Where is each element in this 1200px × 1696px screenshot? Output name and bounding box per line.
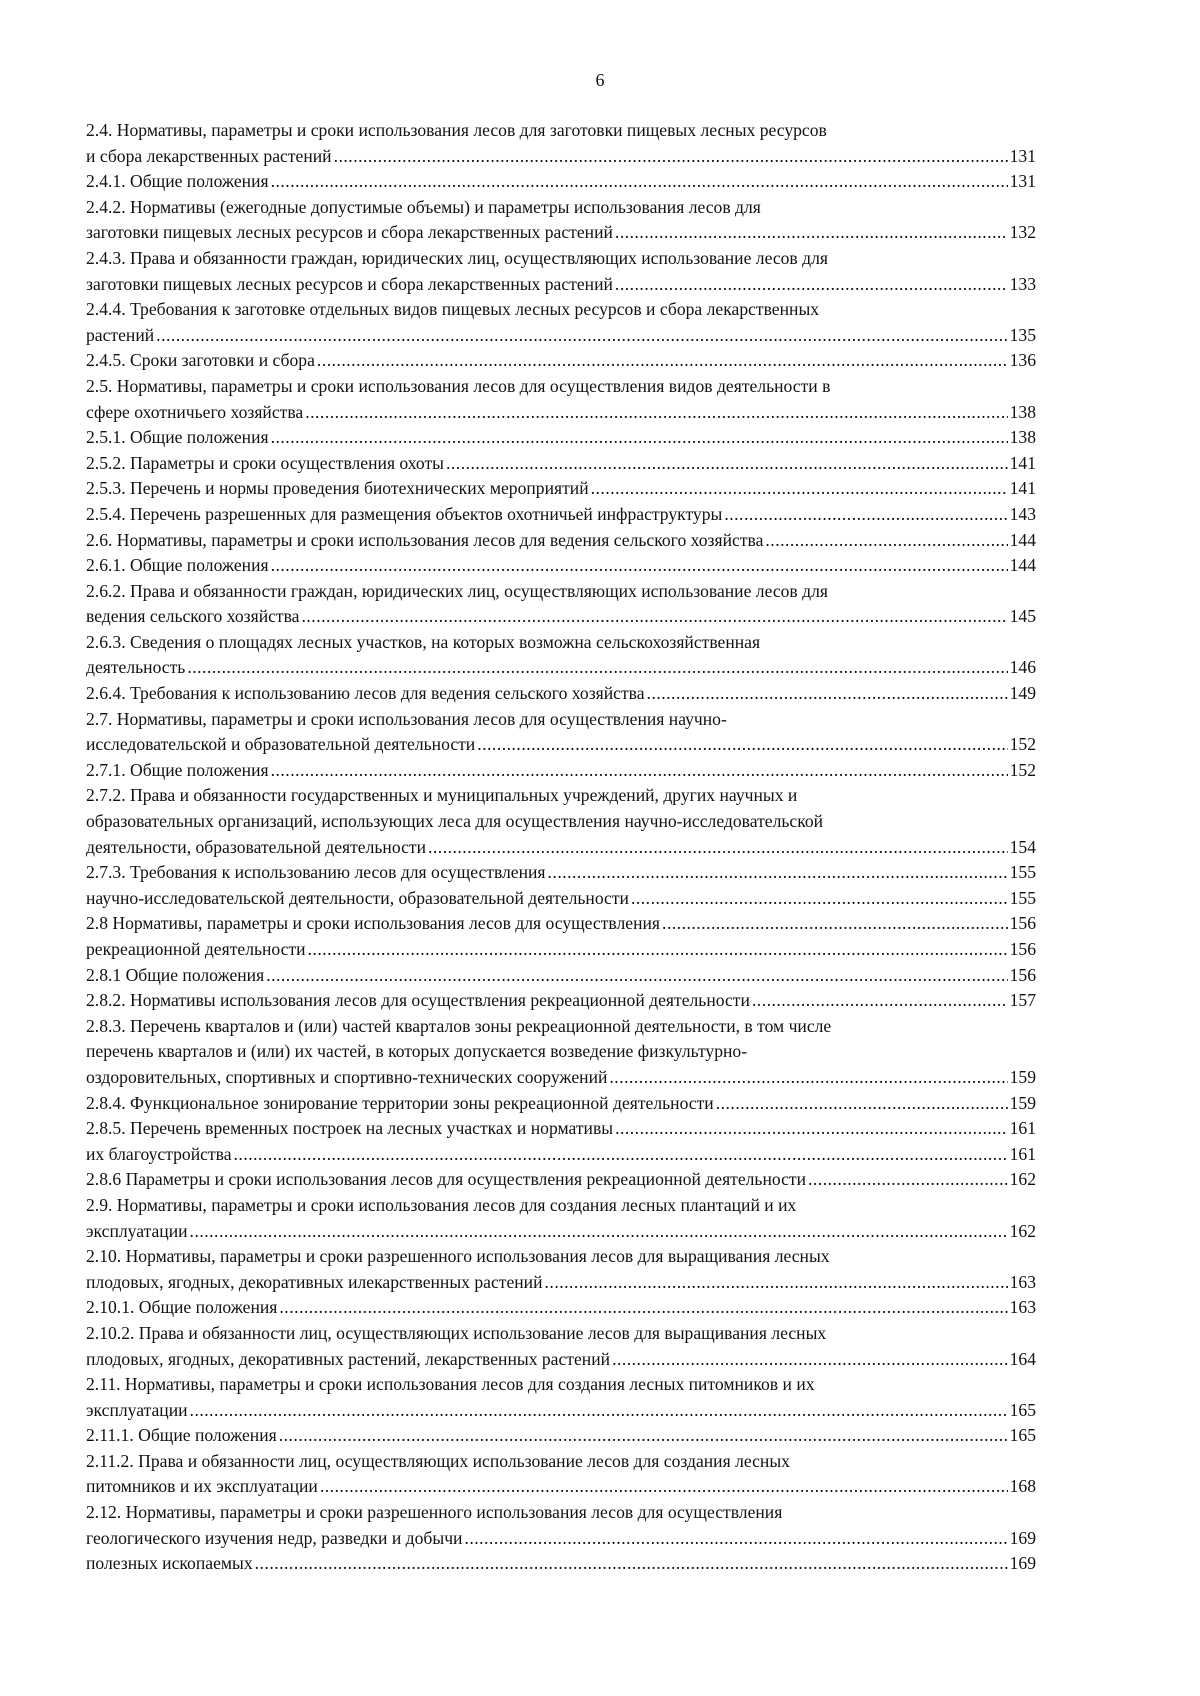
toc-entry [86, 630, 1036, 681]
toc-entry-title: 2.8.5. Перечень временных построек на лесных участках и нормативы [86, 1118, 614, 1139]
toc-entry-title: образовательных организаций, использующих леса для осуществления научно-исследовательской [86, 811, 824, 832]
toc-entry [86, 963, 1036, 989]
page-number: 6 [595, 70, 605, 90]
toc-leader-dots [334, 144, 1008, 170]
toc-leader-dots [271, 169, 1008, 195]
toc-line [86, 1500, 1036, 1526]
toc-entry-title: 2.8.4. Функциональное зонирование территории зоны рекреационной деятельности [86, 1092, 714, 1113]
toc-page-number: 133 [1009, 273, 1036, 294]
toc-line [86, 400, 1036, 426]
toc-line [86, 169, 1036, 195]
toc-page-number: 159 [1009, 1066, 1036, 1087]
toc-page-number: 156 [1009, 913, 1036, 934]
toc-entry-title: 2.8.3. Перечень кварталов и (или) частей кварталов зоны рекреационной деятельности, в том числе [86, 1015, 832, 1036]
toc-page-number: 165 [1009, 1425, 1036, 1446]
toc-page-number: 165 [1009, 1399, 1036, 1420]
toc-leader-dots [279, 1423, 1008, 1449]
toc-page-number: 152 [1009, 759, 1036, 780]
toc-entry [86, 911, 1036, 937]
toc-entry-title: деятельность [86, 657, 186, 678]
toc-entry [86, 118, 1036, 169]
toc-entry [86, 681, 1036, 707]
toc-entry-title: 2.4.5. Сроки заготовки и сбора [86, 350, 315, 371]
toc-entry [86, 1500, 1036, 1551]
toc-entry [86, 1142, 1036, 1168]
toc-entry-title: научно-исследовательской деятельности, образовательной деятельности [86, 887, 629, 908]
toc-entry [86, 579, 1036, 630]
toc-entry-title: 2.5.1. Общие положения [86, 427, 269, 448]
toc-page-number: 136 [1009, 350, 1036, 371]
toc-entry-title: их благоустройства [86, 1143, 232, 1164]
toc-leader-dots [255, 1551, 1008, 1577]
toc-page-number: 164 [1009, 1348, 1036, 1369]
toc-entry-title: 2.12. Нормативы, параметры и сроки разрешенного использования лесов для осуществления [86, 1502, 783, 1523]
toc-leader-dots [615, 220, 1008, 246]
toc-line [86, 1398, 1036, 1424]
toc-leader-dots [631, 886, 1008, 912]
toc-entry-title: 2.6.1. Общие положения [86, 555, 269, 576]
toc-line [86, 323, 1036, 349]
toc-line [86, 681, 1036, 707]
toc-entry-title: растений [86, 324, 155, 345]
toc-page-number: 163 [1009, 1271, 1036, 1292]
toc-entry-title: 2.5.3. Перечень и нормы проведения биотехнических мероприятий [86, 478, 589, 499]
toc-entry [86, 451, 1036, 477]
toc-entry-title: 2.11. Нормативы, параметры и сроки использования лесов для создания лесных питомников и их [86, 1374, 815, 1395]
toc-entry-title: эксплуатации [86, 1399, 188, 1420]
toc-entry-title: рекреационной деятельности [86, 939, 306, 959]
toc-line [86, 604, 1036, 630]
toc-line [86, 195, 1036, 221]
toc-line [86, 553, 1036, 579]
toc-leader-dots [591, 476, 1008, 502]
toc-entry-title: 2.6.2. Права и обязанности граждан, юридических лиц, осуществляющих использование лесов для [86, 580, 828, 601]
toc-entry-title: геологического изучения недр, разведки и добычи [86, 1527, 463, 1548]
toc-line [86, 1014, 1036, 1040]
toc-entry [86, 886, 1036, 912]
toc-leader-dots [190, 1219, 1008, 1245]
toc-entry-title: 2.8.2. Нормативы использования лесов для осуществления рекреационной деятельности [86, 990, 750, 1011]
toc-entry [86, 1321, 1036, 1372]
toc-entry [86, 374, 1036, 425]
toc-entry [86, 1193, 1036, 1244]
toc-leader-dots [647, 681, 1008, 707]
toc-page-number: 154 [1009, 836, 1036, 857]
toc-page-number: 144 [1009, 555, 1036, 576]
toc-page-number: 155 [1009, 862, 1036, 883]
toc-entry [86, 297, 1036, 348]
toc-entry-title: заготовки пищевых лесных ресурсов и сбора лекарственных растений [86, 273, 613, 294]
toc-line [86, 963, 1036, 989]
toc-entry-title: 2.9. Нормативы, параметры и сроки использования лесов для создания лесных плантаций и их [86, 1194, 797, 1215]
toc-line [86, 1372, 1036, 1398]
toc-leader-dots [271, 553, 1008, 579]
toc-entry-title: эксплуатации [86, 1220, 188, 1241]
toc-leader-dots [765, 528, 1007, 554]
toc-line [86, 886, 1036, 912]
toc-line [86, 1193, 1036, 1219]
toc-page-number: 157 [1009, 990, 1036, 1011]
table-of-contents [86, 118, 1036, 1577]
toc-entry [86, 1116, 1036, 1142]
toc-line [86, 528, 1036, 554]
toc-page-number: 143 [1009, 503, 1036, 524]
toc-leader-dots [317, 348, 1008, 374]
toc-line [86, 220, 1036, 246]
toc-line [86, 732, 1036, 758]
toc-page-number: 131 [1009, 171, 1036, 192]
toc-entry [86, 758, 1036, 784]
toc-page-number: 149 [1009, 683, 1036, 704]
toc-entry [86, 1091, 1036, 1117]
toc-entry-title: 2.7. Нормативы, параметры и сроки использования лесов для осуществления научно- [86, 708, 727, 729]
toc-entry-title: заготовки пищевых лесных ресурсов и сбора лекарственных растений [86, 222, 613, 243]
toc-page-number: 145 [1009, 606, 1036, 627]
toc-line [86, 1116, 1036, 1142]
toc-leader-dots [752, 988, 1008, 1014]
toc-line [86, 1142, 1036, 1168]
toc-entry-title: 2.5.2. Параметры и сроки осуществления охоты [86, 452, 444, 473]
toc-line [86, 988, 1036, 1014]
toc-line [86, 144, 1036, 170]
toc-page-number: 144 [1009, 529, 1036, 550]
toc-line [86, 1526, 1036, 1552]
toc-line [86, 783, 1036, 809]
toc-entry-title: деятельности, образовательной деятельности [86, 836, 426, 857]
toc-line [86, 707, 1036, 733]
toc-page-number: 169 [1009, 1527, 1036, 1548]
toc-leader-dots [615, 272, 1008, 298]
toc-page-number: 146 [1009, 657, 1036, 678]
toc-line [86, 1270, 1036, 1296]
toc-entry [86, 195, 1036, 246]
toc-entry [86, 860, 1036, 886]
toc-entry [86, 1167, 1036, 1193]
toc-entry-title: перечень кварталов и (или) их частей, в которых допускается возведение физкультурно- [86, 1041, 748, 1062]
toc-page-number: 141 [1009, 452, 1036, 473]
toc-line [86, 579, 1036, 605]
toc-page-number: 131 [1009, 145, 1036, 166]
toc-entry [86, 502, 1036, 528]
toc-entry-title: полезных ископаемых [86, 1553, 253, 1574]
toc-line [86, 1091, 1036, 1117]
toc-leader-dots [464, 1526, 1007, 1552]
toc-page-number: 152 [1009, 734, 1036, 755]
toc-line [86, 476, 1036, 502]
toc-line [86, 835, 1036, 861]
toc-entry [86, 1372, 1036, 1423]
toc-line [86, 1474, 1036, 1500]
toc-leader-dots [271, 758, 1008, 784]
toc-entry [86, 937, 1036, 963]
toc-leader-dots [308, 937, 1008, 963]
toc-line [86, 655, 1036, 681]
toc-page-number: 161 [1009, 1143, 1036, 1164]
toc-entry-title: и сбора лекарственных растений [86, 145, 332, 166]
toc-line [86, 1449, 1036, 1475]
toc-page-number: 168 [1009, 1476, 1036, 1497]
toc-entry [86, 246, 1036, 297]
toc-page-number: 163 [1009, 1297, 1036, 1318]
toc-leader-dots [716, 1091, 1008, 1117]
toc-line [86, 1551, 1036, 1577]
toc-entry-title: 2.4.3. Права и обязанности граждан, юридических лиц, осуществляющих использование лесов для [86, 247, 828, 268]
toc-entry-title: 2.7.1. Общие положения [86, 759, 269, 780]
toc-line [86, 1219, 1036, 1245]
toc-leader-dots [320, 1474, 1008, 1500]
toc-leader-dots [428, 835, 1008, 861]
toc-entry-title: 2.5. Нормативы, параметры и сроки использования лесов для осуществления видов деятельности в [86, 375, 831, 396]
toc-entry [86, 783, 1036, 860]
toc-leader-dots [187, 655, 1007, 681]
toc-line [86, 272, 1036, 298]
toc-leader-dots [446, 451, 1008, 477]
toc-entry-title: 2.4.2. Нормативы (ежегодные допустимые объемы) и параметры использования лесов для [86, 196, 761, 217]
toc-entry-title: 2.8.6 Параметры и сроки использования лесов для осуществления рекреационной деятельности [86, 1169, 807, 1190]
toc-entry-title: сфере охотничьего хозяйства [86, 401, 304, 422]
toc-entry-title: 2.4.4. Требования к заготовке отдельных видов пищевых лесных ресурсов и сбора лекарственных [86, 299, 820, 320]
toc-entry-title: 2.6. Нормативы, параметры и сроки использования лесов для ведения сельского хозяйства [86, 529, 764, 550]
toc-entry-title: питомников и их эксплуатации [86, 1476, 318, 1497]
toc-page-number: 155 [1009, 887, 1036, 908]
toc-line [86, 1244, 1036, 1270]
toc-page-number: 156 [1009, 964, 1036, 985]
toc-leader-dots [305, 400, 1007, 426]
toc-leader-dots [156, 323, 1007, 349]
toc-entry-title: 2.8 Нормативы, параметры и сроки использования лесов для осуществления [86, 913, 660, 934]
toc-leader-dots [609, 1065, 1007, 1091]
toc-page-number: 138 [1009, 401, 1036, 422]
toc-entry [86, 988, 1036, 1014]
toc-line [86, 297, 1036, 323]
toc-line [86, 1423, 1036, 1449]
toc-leader-dots [808, 1167, 1008, 1193]
toc-entry [86, 1295, 1036, 1321]
toc-entry [86, 348, 1036, 374]
toc-leader-dots [271, 425, 1008, 451]
toc-line [86, 809, 1036, 835]
toc-entry-title: 2.10.2. Права и обязанности лиц, осуществляющих использование лесов для выращивания лесных [86, 1322, 827, 1343]
toc-line [86, 937, 1036, 963]
toc-entry [86, 553, 1036, 579]
toc-leader-dots [548, 860, 1008, 886]
toc-page-number: 162 [1009, 1169, 1036, 1190]
toc-entry-title: плодовых, ягодных, декоративных илекарственных растений [86, 1271, 543, 1292]
toc-entry [86, 169, 1036, 195]
toc-entry-title: 2.7.3. Требования к использованию лесов для осуществления [86, 862, 546, 883]
toc-entry-title: 2.11.2. Права и обязанности лиц, осуществляющих использование лесов для создания лесных [86, 1450, 790, 1471]
toc-leader-dots [279, 1295, 1007, 1321]
toc-line [86, 1321, 1036, 1347]
toc-line [86, 118, 1036, 144]
toc-leader-dots [545, 1270, 1008, 1296]
toc-page-number: 162 [1009, 1220, 1036, 1241]
toc-entry-title: плодовых, ягодных, декоративных растений, лекарственных растений [86, 1348, 611, 1369]
toc-entry-title: 2.5.4. Перечень разрешенных для размещения объектов охотничьей инфраструктуры [86, 503, 723, 524]
toc-line [86, 911, 1036, 937]
toc-entry [86, 425, 1036, 451]
toc-entry-title: исследовательской и образовательной деятельности [86, 734, 476, 755]
toc-entry [86, 1449, 1036, 1500]
toc-line [86, 502, 1036, 528]
toc-page-number: 159 [1009, 1092, 1036, 1113]
toc-leader-dots [234, 1142, 1008, 1168]
toc-entry-title: 2.11.1. Общие положения [86, 1425, 277, 1446]
toc-page-number: 135 [1009, 324, 1036, 345]
toc-line [86, 246, 1036, 272]
toc-leader-dots [302, 604, 1008, 630]
toc-line [86, 1065, 1036, 1091]
toc-line [86, 860, 1036, 886]
toc-leader-dots [612, 1347, 1008, 1373]
toc-entry-title: 2.10. Нормативы, параметры и сроки разрешенного использования лесов для выращивания лесных [86, 1246, 830, 1267]
toc-line [86, 348, 1036, 374]
toc-page-number: 141 [1009, 478, 1036, 499]
toc-line [86, 1347, 1036, 1373]
toc-entry [86, 476, 1036, 502]
toc-line [86, 630, 1036, 656]
toc-entry [86, 528, 1036, 554]
toc-entry-title: 2.4. Нормативы, параметры и сроки использования лесов для заготовки пищевых лесных ресурсов [86, 120, 827, 140]
toc-entry [86, 1244, 1036, 1295]
toc-page-number: 132 [1009, 222, 1036, 243]
toc-leader-dots [266, 963, 1007, 989]
toc-entry-title: 2.7.2. Права и обязанности государственных и муниципальных учреждений, других научных и [86, 785, 798, 806]
toc-entry-title: 2.4.1. Общие положения [86, 171, 269, 192]
toc-line [86, 758, 1036, 784]
toc-entry-title: ведения сельского хозяйства [86, 606, 300, 627]
toc-entry-title: оздоровительных, спортивных и спортивно-технических сооружений [86, 1066, 608, 1087]
toc-entry-title: 2.10.1. Общие положения [86, 1297, 278, 1318]
toc-leader-dots [724, 502, 1007, 528]
toc-leader-dots [662, 911, 1008, 937]
toc-page-number: 169 [1009, 1553, 1036, 1574]
toc-leader-dots [615, 1116, 1008, 1142]
toc-line [86, 374, 1036, 400]
toc-entry-title: 2.6.4. Требования к использованию лесов для ведения сельского хозяйства [86, 683, 645, 704]
toc-entry-title: 2.6.3. Сведения о площадях лесных участков, на которых возможна сельскохозяйственная [86, 631, 761, 652]
toc-leader-dots [190, 1398, 1008, 1424]
toc-page-number: 156 [1009, 939, 1036, 959]
toc-page-number: 161 [1009, 1118, 1036, 1139]
toc-line [86, 1039, 1036, 1065]
toc-entry [86, 1014, 1036, 1091]
toc-entry [86, 1423, 1036, 1449]
toc-page-number: 138 [1009, 427, 1036, 448]
toc-entry [86, 1551, 1036, 1577]
toc-line [86, 451, 1036, 477]
toc-entry [86, 707, 1036, 758]
toc-line [86, 1295, 1036, 1321]
toc-line [86, 425, 1036, 451]
toc-leader-dots [477, 732, 1007, 758]
toc-entry-title: 2.8.1 Общие положения [86, 964, 265, 985]
toc-line [86, 1167, 1036, 1193]
